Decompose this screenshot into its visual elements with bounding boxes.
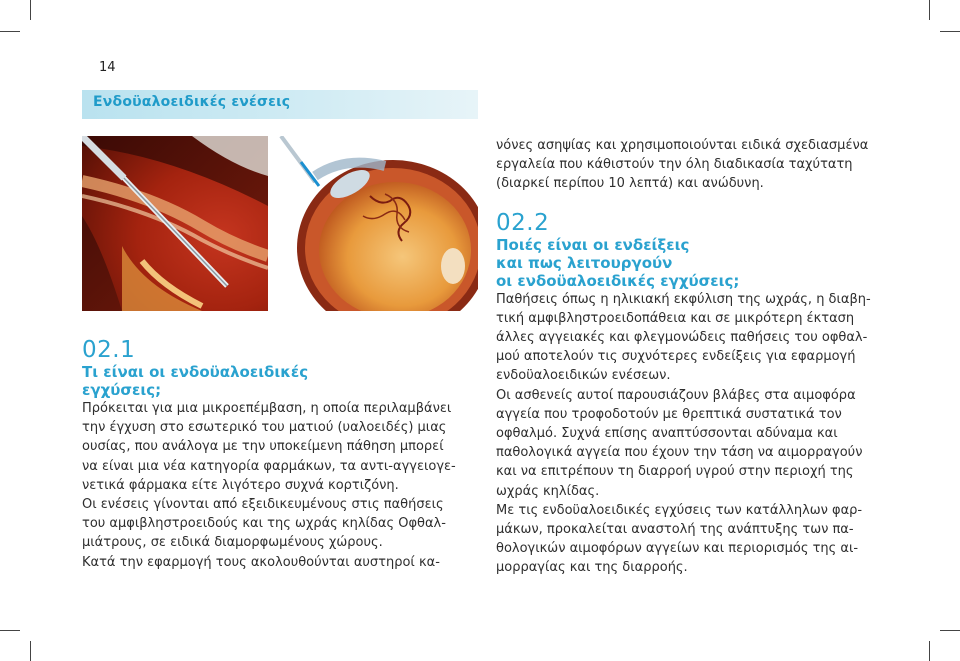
text-line: Πρόκειται για μια μικροεπέμβαση, η οποία περιλαμβάνει [82,401,452,416]
crop-mark [940,630,960,631]
crop-mark [940,31,960,32]
text-line: μού αποτελούν τις συχνότερες ενδείξεις για εφαρμογή [496,349,856,365]
text-line: μάκων, προκαλείται αναστολή της ανάπτυξης των πα- [496,522,854,538]
section-title-line: οι ενδοϋαλοειδικές εγχύσεις; [496,271,740,290]
eye-cross-section-illustration-icon [275,136,478,311]
body-paragraph [496,501,880,578]
injection-closeup-figure [82,136,268,311]
text-line: Παθήσεις όπως η ηλικιακή εκφύλιση της ωχράς, η διαβη- [496,291,871,307]
section-header [82,90,478,119]
text-line: Κατά την εφαρμογή τους ακολουθούνται αυστηροί κα- [82,554,440,570]
section-title [496,236,880,290]
text-line: τική αμφιβληστροειδοπάθεια και σε μικρότερη έκταση [496,310,855,326]
body-paragraph [496,136,880,194]
body-paragraph [496,290,880,386]
section-number: 02.2 [496,209,550,236]
text-line: οφθαλμό. Συχνά επίσης αναπτύσσονται αδύναμα και [496,426,838,442]
text-line: (διαρκεί περίπου 10 λεπτά) και ανώδυνη. [496,176,764,192]
section-title-line: εγχύσεις; [82,381,162,399]
right-column [496,136,880,578]
section-title-line: Ποιές είναι οι ενδείξεις [496,235,690,254]
eye-cross-section-figure [275,136,478,311]
text-line: Οι ενέσεις γίνονται από εξειδικευμένους στις παθήσεις [82,497,444,513]
section-header-title: Ενδοϋαλοειδικές ενέσεις [93,94,291,110]
body-paragraph [496,386,880,501]
crop-mark [0,630,20,631]
body-paragraph [82,553,478,572]
section-number: 02.1 [82,337,136,363]
injection-needle-into-eye-closeup-icon [82,136,268,311]
crop-mark [929,0,930,20]
page-number: 14 [99,60,116,75]
text-line: ενδοϋαλοειδικών ενέσεων. [496,368,671,384]
text-line: την έγχυση στο εσωτερικό του ματιού (υαλοειδές) μιας [82,420,447,436]
text-line: θολογικών αιμοφόρων αγγείων και περιορισμός της αι- [496,541,859,557]
text-line: να είναι μια νέα κατηγορία φαρμάκων, τα αντι-αγγειογε- [82,458,456,474]
text-line: νετικά φάρμακα είτε λιγότερο συχνά κορτιζόνη. [82,477,399,493]
body-paragraph [82,495,478,553]
section-title-line: Τι είναι οι ενδοϋαλοειδικές [82,363,309,381]
crop-mark [30,641,31,661]
text-line: ωχράς κηλίδας. [496,483,600,499]
text-line: ουσίας, που ανάλογα με την υποκείμενη πάθηση μπορεί [82,439,444,455]
crop-mark [30,0,31,20]
section-title [82,363,478,399]
left-column [82,337,478,572]
crop-mark [929,641,930,661]
text-line: νόνες ασηψίας και χρησιμοποιούνται ειδικά σχεδιασμένα [496,138,869,153]
body-paragraph [82,399,478,495]
text-line: του αμφιβληστροειδούς και της ωχράς κηλίδας Οφθαλ- [82,516,446,532]
text-line: μορραγίας και της διαρροής. [496,560,688,576]
text-line: Οι ασθενείς αυτοί παρουσιάζουν βλάβες στα αιμοφόρα [496,387,856,403]
text-line: μιάτρους, σε ειδικά διαμορφωμένους χώρους. [82,535,383,551]
text-line: παθολογικά αγγεία που έχουν την τάση να αιμορραγούν [496,445,863,461]
text-line: άλλες αγγειακές και φλεγμονώδεις παθήσεις του οφθαλ- [496,330,868,346]
text-line: και να επιτρέπουν τη διαρροή υγρού στην περιοχή της [496,464,854,480]
crop-mark [0,31,20,32]
text-line: εργαλεία που κάθιστούν την όλη διαδικασία ταχύτατη [496,157,853,173]
section-title-line: και πως λειτουργούν [496,253,673,272]
text-line: Με τις ενδοϋαλοειδικές εγχύσεις των κατάλληλων φαρ- [496,502,863,518]
text-line: αγγεία που τροφοδοτούν με θρεπτικά συστατικά τον [496,406,842,422]
